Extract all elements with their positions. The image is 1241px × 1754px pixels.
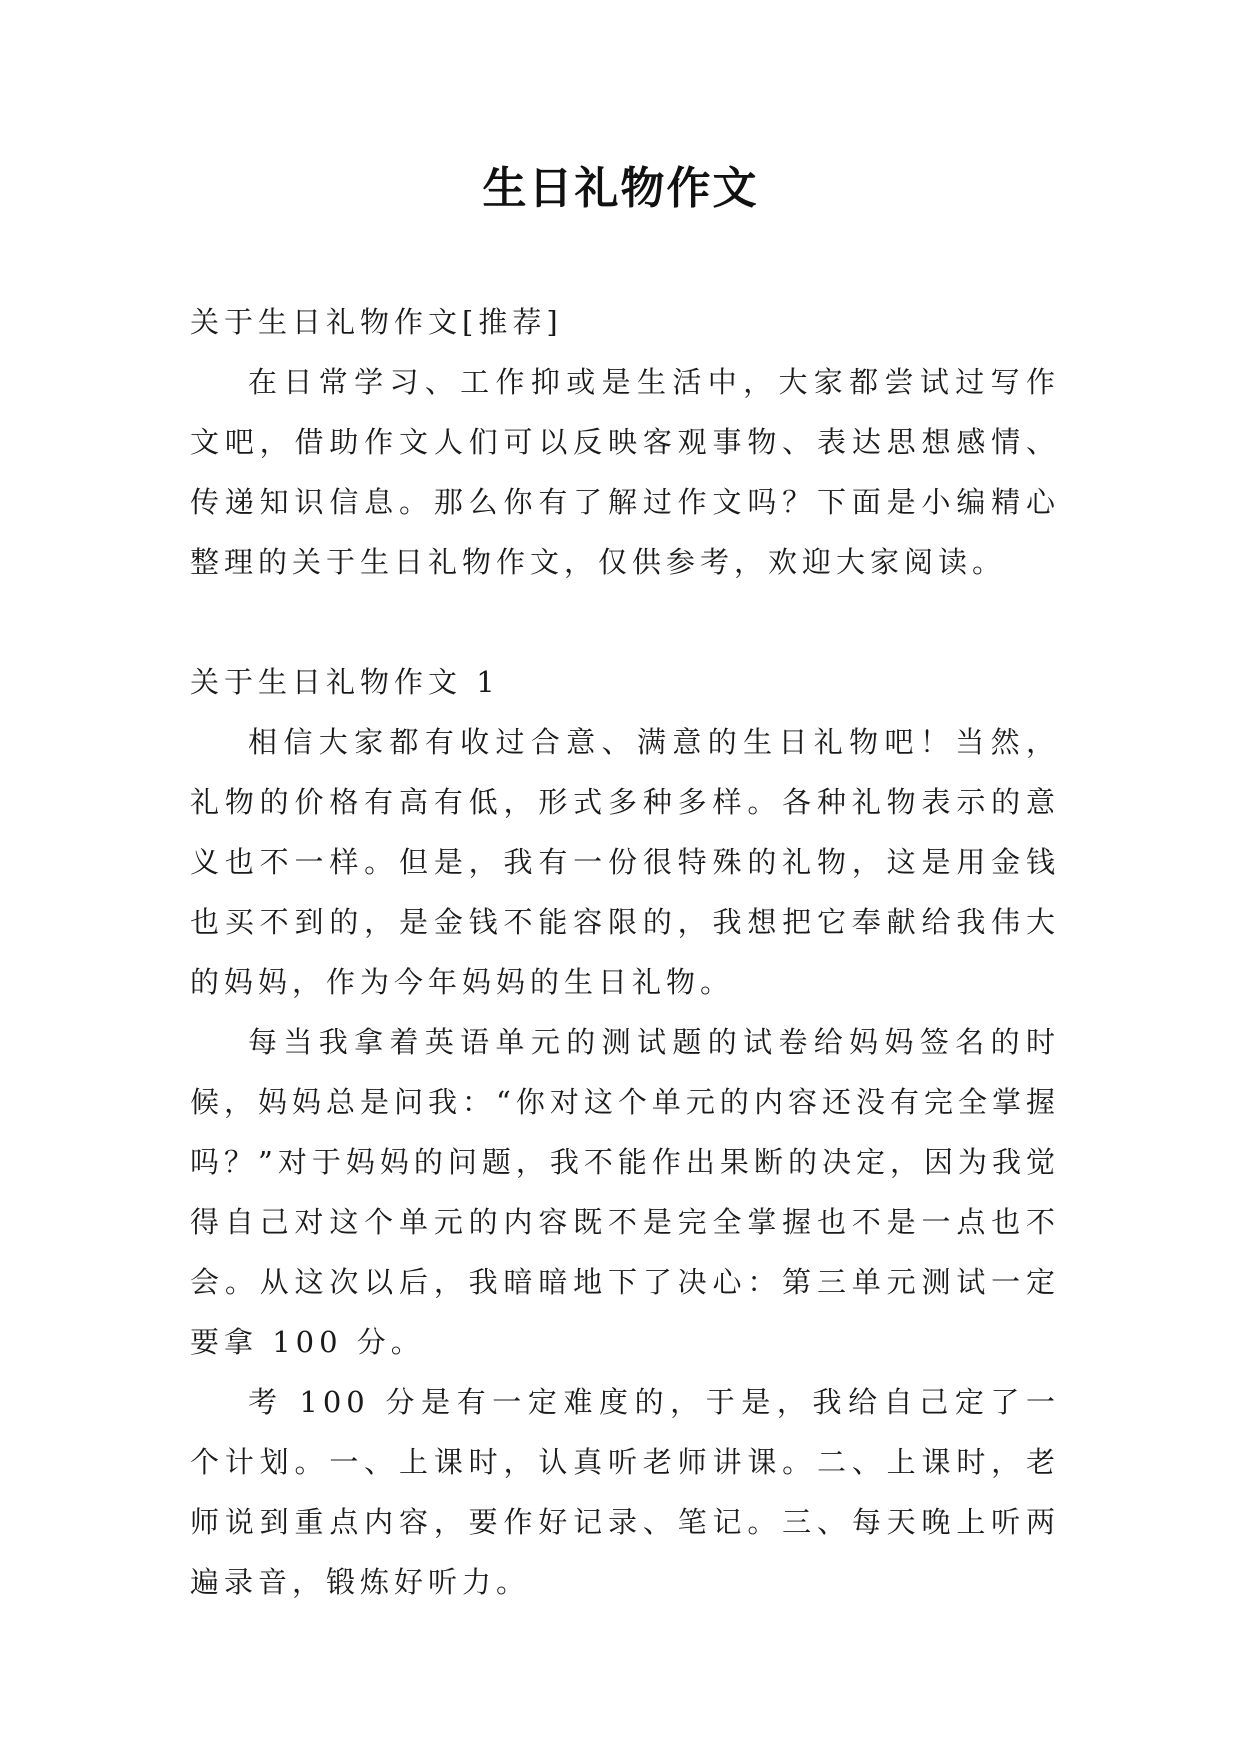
section1-paragraph: 每当我拿着英语单元的测试题的试卷给妈妈签名的时候，妈妈总是问我：“你对这个单元的内容还没有完全掌握吗？”对于妈妈的问题，我不能作出果断的决定，因为我觉得自己对这个单元的内容既不是完全掌握也不是一点也不会。从这次以后，我暗暗地下了决心：第三单元测试一定要拿 100 分。 — [190, 1025, 1060, 1359]
intro-heading: 关于生日礼物作文[推荐] — [190, 305, 563, 339]
section-spacer — [190, 592, 1060, 652]
document-body — [190, 292, 1060, 1612]
section1-heading: 关于生日礼物作文 1 — [190, 665, 500, 699]
section1-paragraph: 考 100 分是有一定难度的，于是，我给自己定了一个计划。一、上课时，认真听老师讲课。二、上课时，老师说到重点内容，要作好记录、笔记。三、每天晚上听两遍录音，锻炼好听力。 — [190, 1385, 1060, 1599]
section1-paragraph: 相信大家都有收过合意、满意的生日礼物吧！当然，礼物的价格有高有低，形式多种多样。各种礼物表示的意义也不一样。但是，我有一份很特殊的礼物，这是用金钱也买不到的，是金钱不能容限的，我想把它奉献给我伟大的妈妈，作为今年妈妈的生日礼物。 — [190, 725, 1060, 999]
document-title: 生日礼物作文 — [482, 163, 759, 214]
intro-paragraph: 在日常学习、工作抑或是生活中，大家都尝试过写作文吧，借助作文人们可以反映客观事物、表达思想感情、传递知识信息。那么你有了解过作文吗？下面是小编精心整理的关于生日礼物作文，仅供参考，欢迎大家阅读。 — [190, 365, 1060, 579]
